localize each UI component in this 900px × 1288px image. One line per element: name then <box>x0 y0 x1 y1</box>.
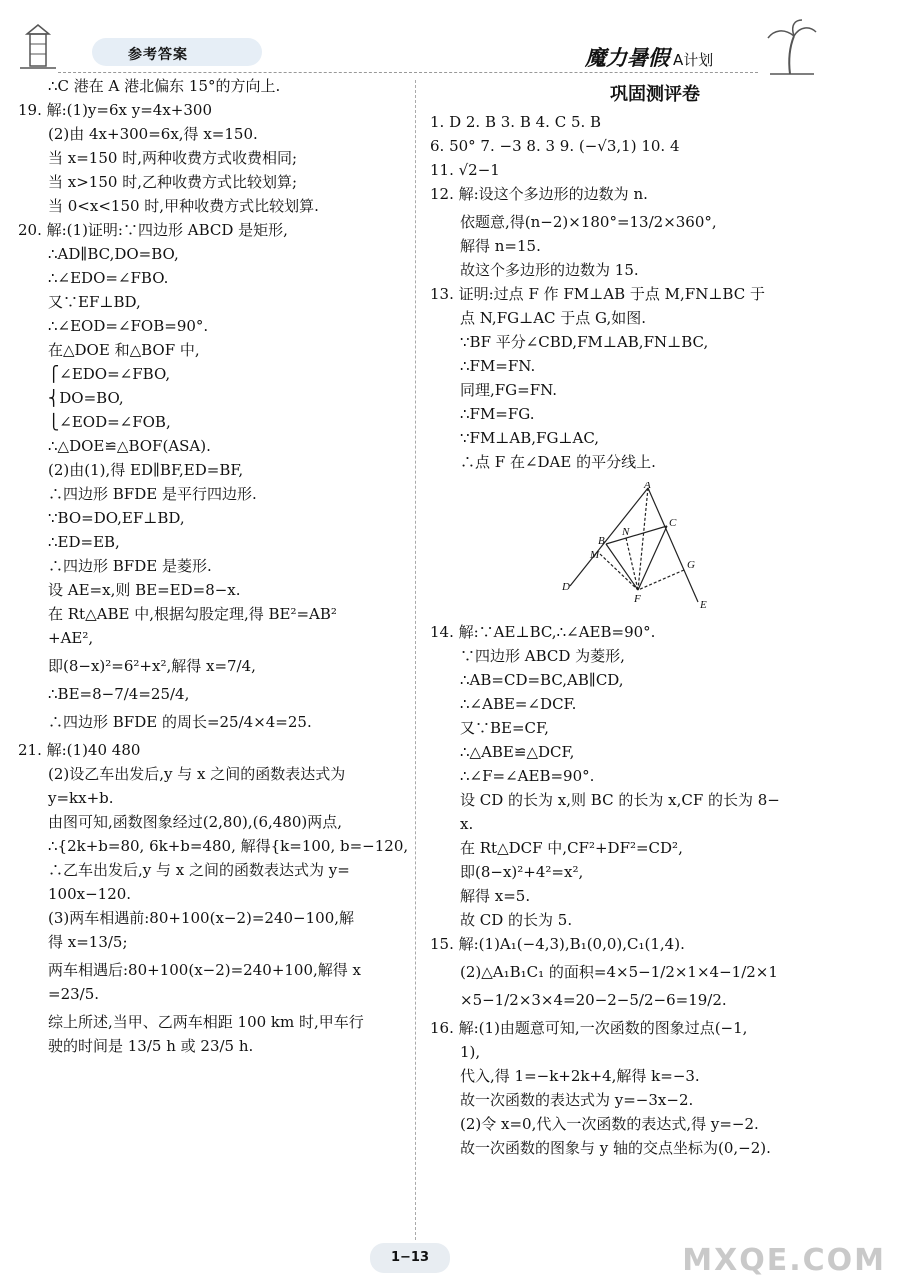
label-G: G <box>687 559 695 571</box>
question-21-heading: 21. 解:(1)40 480 <box>18 741 141 759</box>
question-12-heading: 12. 解:设这个多边形的边数为 n. <box>430 185 648 203</box>
question-20-heading: 20. 解:(1)证明:∵四边形 ABCD 是矩形, <box>18 221 288 239</box>
text-line: ∴△ABE≌△DCF, <box>460 743 575 761</box>
text-line: +AE², <box>48 629 94 647</box>
text-line: 依题意,得(n−2)×180°=13/2×360°, <box>460 213 717 231</box>
text-line: ∵BO=DO,EF⊥BD, <box>48 509 185 527</box>
text-line: ∴点 F 在∠DAE 的平分线上. <box>460 453 656 471</box>
text-line: ∴四边形 BFDE 是菱形. <box>48 557 212 575</box>
text-line: 在△DOE 和△BOF 中, <box>48 341 200 359</box>
question-16-heading: 16. 解:(1)由题意可知,一次函数的图象过点(−1, <box>430 1019 748 1037</box>
label-M: M <box>590 549 600 561</box>
page-number: 1−13 <box>370 1243 450 1273</box>
answers-6-10: 6. 50° 7. −3 8. 3 9. (−√3,1) 10. 4 <box>430 137 680 155</box>
label-A: A <box>644 482 651 491</box>
line-AE <box>648 488 698 602</box>
text-line: 两车相遇后:80+100(x−2)=240+100,解得 x <box>48 961 362 979</box>
header-right-title <box>585 42 713 72</box>
system-line: ⎨DO=BO, <box>48 389 124 407</box>
system-line: ⎩∠EOD=∠FOB, <box>48 413 171 431</box>
text-line: ∵FM⊥AB,FG⊥AC, <box>460 429 600 447</box>
text-line: 100x−120. <box>48 885 132 903</box>
text-line: ∴FM=FN. <box>460 357 536 375</box>
text-line: (2)设乙车出发后,y 与 x 之间的函数表达式为 <box>48 765 346 783</box>
question-19-heading: 19. 解:(1)y=6x y=4x+300 <box>18 101 212 119</box>
text-line: (2)由 4x+300=6x,得 x=150. <box>48 125 258 143</box>
text-line: ∴四边形 BFDE 的周长=25/4×4=25. <box>48 713 312 731</box>
text-line: 解得 x=5. <box>460 887 531 905</box>
text-line: ∴{2k+b=80, 6k+b=480, 解得{k=100, b=−120, <box>48 837 409 855</box>
text-line: (2)令 x=0,代入一次函数的表达式,得 y=−2. <box>460 1115 759 1133</box>
text-line: ∵BF 平分∠CBD,FM⊥AB,FN⊥BC, <box>460 333 709 351</box>
watermark: MXQE.COM <box>682 1243 886 1278</box>
text-line: (2)△A₁B₁C₁ 的面积=4×5−1/2×1×4−1/2×1 <box>460 963 778 981</box>
text-line: 当 0<x<150 时,甲种收费方式比较划算. <box>48 197 319 215</box>
text-line: 在 Rt△ABE 中,根据勾股定理,得 BE²=AB² <box>48 605 337 623</box>
question-13-heading: 13. 证明:过点 F 作 FM⊥AB 于点 M,FN⊥BC 于 <box>430 285 765 303</box>
text-line: 当 x>150 时,乙种收费方式比较划算; <box>48 173 298 191</box>
text-line: ∴BE=8−7/4=25/4, <box>48 685 190 703</box>
question-14-heading: 14. 解:∵AE⊥BC,∴∠AEB=90°. <box>430 623 656 641</box>
text-line: 即(8−x)²+4²=x², <box>460 863 584 881</box>
text-line: 设 AE=x,则 BE=ED=8−x. <box>48 581 241 599</box>
geometry-figure <box>560 482 720 612</box>
text-line: ∴∠EOD=∠FOB=90°. <box>48 317 209 335</box>
text-line: y=kx+b. <box>48 789 114 807</box>
text-line: ∴乙车出发后,y 与 x 之间的函数表达式为 y= <box>48 861 350 879</box>
text-line: x. <box>460 815 474 833</box>
label-B: B <box>598 535 605 547</box>
header-brand: 魔力暑假 <box>585 46 669 70</box>
left-column <box>18 74 409 1058</box>
text-line: ∴FM=FG. <box>460 405 535 423</box>
text-line: 综上所述,当甲、乙两车相距 100 km 时,甲车行 <box>48 1013 364 1031</box>
section-title: 巩固测评卷 <box>610 84 700 105</box>
text-line: 又∵BE=CF, <box>460 719 549 737</box>
text-line: ∴AB=CD=BC,AB∥CD, <box>460 671 624 689</box>
text-line: 同理,FG=FN. <box>460 381 558 399</box>
right-column <box>430 74 880 1160</box>
text-line: ∵四边形 ABCD 为菱形, <box>460 647 625 665</box>
text-line: 故 CD 的长为 5. <box>460 911 573 929</box>
header-subtitle: A计划 <box>673 51 714 69</box>
line-FM <box>600 554 638 590</box>
text-line: 代入,得 1=−k+2k+4,解得 k=−3. <box>460 1067 700 1085</box>
text-line: ×5−1/2×3×4=20−2−5/2−6=19/2. <box>460 991 727 1009</box>
line-BF <box>606 544 638 590</box>
text-line: =23/5. <box>48 985 100 1003</box>
line-AF <box>638 488 648 590</box>
text-line: 得 x=13/5; <box>48 933 128 951</box>
text-line: 又∵EF⊥BD, <box>48 293 141 311</box>
question-15-heading: 15. 解:(1)A₁(−4,3),B₁(0,0),C₁(1,4). <box>430 935 685 953</box>
text-line: (3)两车相遇前:80+100(x−2)=240−100,解 <box>48 909 355 927</box>
label-N: N <box>622 526 630 538</box>
text-line: ∴四边形 BFDE 是平行四边形. <box>48 485 257 503</box>
answers-1-5: 1. D 2. B 3. B 4. C 5. B <box>430 113 602 131</box>
text-line: ∴△DOE≌△BOF(ASA). <box>48 437 211 455</box>
page-header <box>0 0 900 78</box>
header-left-title: 参考答案 <box>128 47 188 63</box>
text-line: 驶的时间是 13/5 h 或 23/5 h. <box>48 1037 254 1055</box>
header-rule <box>58 72 758 73</box>
text-line: 设 CD 的长为 x,则 BC 的长为 x,CF 的长为 8− <box>460 791 780 809</box>
text-line: ∴∠ABE=∠DCF. <box>460 695 577 713</box>
text-line: 故一次函数的图象与 y 轴的交点坐标为(0,−2). <box>460 1139 771 1157</box>
text-line: 即(8−x)²=6²+x²,解得 x=7/4, <box>48 657 256 675</box>
line-CF <box>638 526 667 590</box>
text-line: 当 x=150 时,两种收费方式收费相同; <box>48 149 298 167</box>
answer-11: 11. √2−1 <box>430 161 500 179</box>
system-line: ⎧∠EDO=∠FBO, <box>48 365 171 383</box>
text-line: ∴∠F=∠AEB=90°. <box>460 767 595 785</box>
text-line: 点 N,FG⊥AC 于点 G,如图. <box>460 309 647 327</box>
text-line: 故一次函数的表达式为 y=−3x−2. <box>460 1091 694 1109</box>
text-line: 由图可知,函数图象经过(2,80),(6,480)两点, <box>48 813 343 831</box>
label-D: D <box>562 581 570 593</box>
text-line: 解得 n=15. <box>460 237 541 255</box>
text-line: 故这个多边形的边数为 15. <box>460 261 639 279</box>
label-C: C <box>669 517 677 529</box>
text-line: ∴ED=EB, <box>48 533 120 551</box>
text-line: ∴AD∥BC,DO=BO, <box>48 245 179 263</box>
palm-tree-icon <box>760 18 820 76</box>
lighthouse-icon <box>16 22 60 74</box>
text-line: ∴C 港在 A 港北偏东 15°的方向上. <box>48 77 281 95</box>
text-line: ∴∠EDO=∠FBO. <box>48 269 169 287</box>
line-FG <box>638 570 684 590</box>
text-line: 在 Rt△DCF 中,CF²+DF²=CD², <box>460 839 683 857</box>
line-AD <box>570 488 648 586</box>
text-line: 1), <box>460 1043 481 1061</box>
text-line: (2)由(1),得 ED∥BF,ED=BF, <box>48 461 244 479</box>
label-E: E <box>700 599 707 611</box>
label-F: F <box>634 593 641 605</box>
column-divider <box>415 80 416 1240</box>
